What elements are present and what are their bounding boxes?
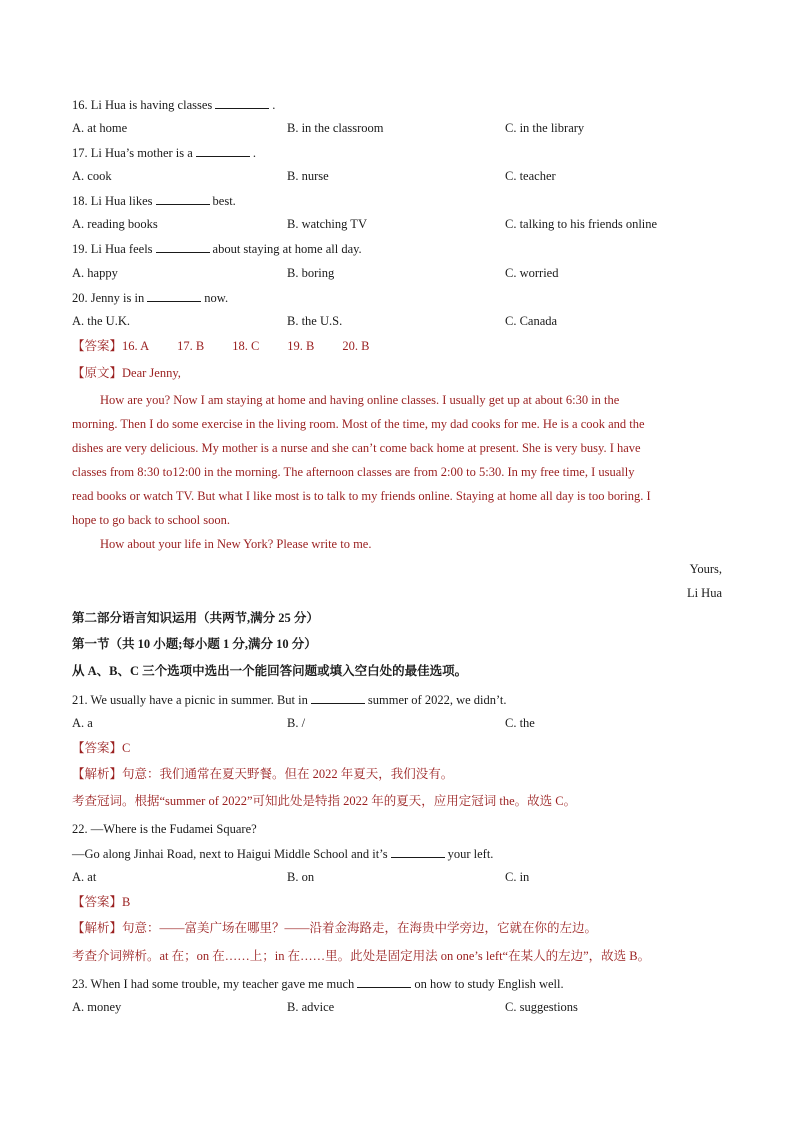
original-closing-line: How about your life in New York? Please write to me. — [100, 537, 372, 551]
q17-option-b: B. nurse — [287, 169, 329, 183]
q16-option-b: B. in the classroom — [287, 121, 384, 135]
question-20: 20. Jenny is in now. — [72, 291, 229, 305]
q21-analysis-2: 考查冠词。根据“summer of 2022”可知此处是特指 2022 年的夏天，应用定冠词 the。故选 C。 — [72, 794, 577, 808]
answer-20: 20. B — [342, 339, 370, 353]
q20-option-b: B. the U.S. — [287, 314, 343, 328]
question-19: 19. Li Hua feels about staying at home all day. — [72, 242, 362, 256]
original-heading: 【原文】Dear Jenny, — [72, 366, 181, 380]
q21-option-c: C. the — [505, 716, 535, 730]
question-18: 18. Li Hua likes best. — [72, 194, 236, 208]
q19-option-a: A. happy — [72, 266, 118, 280]
q22-answer: 【答案】B — [72, 895, 131, 909]
q16-option-a: A. at home — [72, 121, 128, 135]
q23-option-c: C. suggestions — [505, 1000, 578, 1014]
q22-option-a: A. at — [72, 870, 97, 884]
original-line-3: dishes are very delicious. My mother is a nurse and she can’t come back home at present. She is very busy. I have — [72, 441, 641, 455]
q23-option-a: A. money — [72, 1000, 122, 1014]
q23-option-b: B. advice — [287, 1000, 335, 1014]
question-16: 16. Li Hua is having classes . — [72, 98, 276, 112]
answer-blank — [147, 289, 201, 302]
question-17: 17. Li Hua’s mother is a . — [72, 146, 256, 160]
question-22: 22. —Where is the Fudamei Square? — [72, 822, 257, 836]
q17-option-c: C. teacher — [505, 169, 556, 183]
part2-heading: 第二部分语言知识运用（共两节,满分 25 分） — [72, 611, 319, 625]
letter-signature: Li Hua — [686, 586, 722, 600]
q19-option-c: C. worried — [505, 266, 559, 280]
question-21: 21. We usually have a picnic in summer. But in summer of 2022, we didn’t. — [72, 693, 507, 707]
original-line-4: classes from 8:30 to12:00 in the morning. The afternoon classes are from 2:00 to 5:30. In my free time, I usually — [72, 465, 635, 479]
answer-blank — [357, 975, 411, 988]
original-line-2: morning. Then I do some exercise in the living room. Most of the time, my dad cooks for me. He is a cook and the — [72, 417, 645, 431]
q18-option-c: C. talking to his friends online — [505, 217, 658, 231]
question-23: 23. When I had some trouble, my teacher gave me much on how to study English well. — [72, 977, 564, 991]
answer-blank — [311, 691, 365, 704]
q18-option-b: B. watching TV — [287, 217, 367, 231]
answer-blank — [156, 240, 210, 253]
q19-option-b: B. boring — [287, 266, 335, 280]
q21-analysis-1: 【解析】句意：我们通常在夏天野餐。但在 2022 年夏天，我们没有。 — [72, 767, 454, 781]
letter-sign-off: Yours, — [689, 562, 722, 576]
answer-blank — [196, 144, 250, 157]
original-line-6: hope to go back to school soon. — [72, 513, 230, 527]
q21-option-b: B. / — [287, 716, 306, 730]
answer-18: 18. C — [232, 339, 260, 353]
q18-option-a: A. reading books — [72, 217, 158, 231]
answer-blank — [215, 96, 269, 109]
part2-instruction: 从 A、B、C 三个选项中选出一个能回答问题或填入空白处的最佳选项。 — [72, 664, 468, 678]
q20-option-a: A. the U.K. — [72, 314, 130, 328]
q16-option-c: C. in the library — [505, 121, 585, 135]
original-line-5: read books or watch TV. But what I like most is to talk to my friends online. Staying at home all day is too boring. I — [72, 489, 651, 503]
q22-option-b: B. on — [287, 870, 315, 884]
original-line-1: How are you? Now I am staying at home and having online classes. I usually get up at about 6:30 in the — [100, 393, 620, 407]
part2-section-heading: 第一节（共 10 小题;每小题 1 分,满分 10 分） — [72, 637, 317, 651]
q17-option-a: A. cook — [72, 169, 112, 183]
q22-analysis-2: 考查介词辨析。at 在；on 在……上；in 在……里。此处是固定用法 on one’s left“在某人的左边”，故选 B。 — [72, 949, 651, 963]
answers-16-20: 【答案】16. A 17. B 18. C 19. B 20. B — [72, 339, 370, 353]
q21-answer: 【答案】C — [72, 741, 131, 755]
q22-option-c: C. in — [505, 870, 530, 884]
answer-17: 17. B — [177, 339, 205, 353]
q21-option-a: A. a — [72, 716, 93, 730]
q20-option-c: C. Canada — [505, 314, 558, 328]
q22-analysis-1: 【解析】句意：——富美广场在哪里？——沿着金海路走，在海贵中学旁边，它就在你的左边。 — [72, 921, 598, 935]
question-22-reply: —Go along Jinhai Road, next to Haigui Middle School and it’s your left. — [72, 847, 494, 861]
answer-16: 16. A — [122, 339, 150, 353]
answer-blank — [391, 845, 445, 858]
answer-blank — [156, 192, 210, 205]
answer-19: 19. B — [287, 339, 315, 353]
